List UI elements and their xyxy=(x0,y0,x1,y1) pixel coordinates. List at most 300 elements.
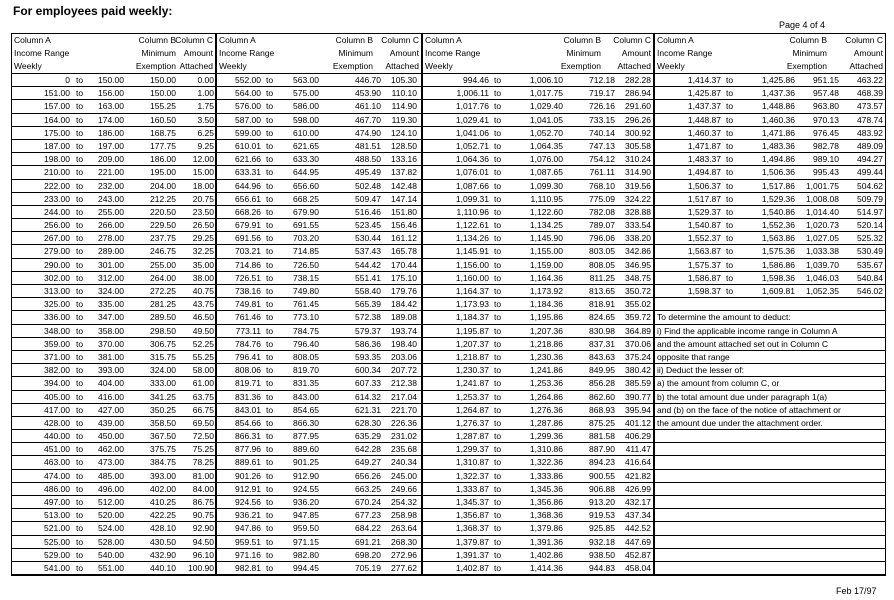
minimum-exemption: 432.90 xyxy=(150,549,176,560)
range-from: 971.16 xyxy=(235,549,261,560)
table-row xyxy=(12,311,215,324)
minimum-exemption: 446.70 xyxy=(355,75,381,85)
range-from: 1,368.37 xyxy=(455,523,489,534)
table-row xyxy=(12,470,215,483)
range-from: 679.91 xyxy=(235,220,261,231)
range-to-label: to xyxy=(266,312,274,323)
table-row xyxy=(12,87,215,100)
range-from: 157.00 xyxy=(44,101,70,112)
table-row xyxy=(12,259,215,272)
minimum-exemption: 474.90 xyxy=(355,127,381,138)
header-column-c: Attached xyxy=(179,61,213,71)
range-from: 348.00 xyxy=(44,325,70,336)
amount-attached: 0.00 xyxy=(197,75,214,85)
amount-attached: 78.25 xyxy=(192,457,214,468)
table-row xyxy=(12,522,215,535)
minimum-exemption: 1,014.40 xyxy=(805,206,839,217)
minimum-exemption: 768.10 xyxy=(589,180,615,191)
table-row xyxy=(655,232,885,245)
range-to-label: to xyxy=(76,338,84,349)
range-to-label: to xyxy=(76,536,84,547)
range-to-label: to xyxy=(494,470,502,481)
range-from: 773.11 xyxy=(235,325,261,336)
range-to-label: to xyxy=(76,510,84,521)
range-to: 586.00 xyxy=(293,101,319,112)
range-to-label: to xyxy=(76,75,84,85)
instruction-line: the amount due under the attachment order. xyxy=(655,417,885,430)
instruction-line xyxy=(655,430,885,443)
minimum-exemption: 698.20 xyxy=(355,549,381,560)
range-from: 1,184.37 xyxy=(455,312,489,323)
table-row xyxy=(655,74,885,87)
amount-attached: 94.50 xyxy=(192,536,214,547)
table-row xyxy=(423,483,653,496)
minimum-exemption: 754.12 xyxy=(589,154,615,165)
instruction-line xyxy=(655,536,885,549)
minimum-exemption: 824.65 xyxy=(589,312,615,323)
range-to-label: to xyxy=(494,220,502,231)
table-row xyxy=(217,496,421,509)
range-from: 302.00 xyxy=(44,272,70,283)
amount-attached: 300.92 xyxy=(625,127,651,138)
minimum-exemption: 868.93 xyxy=(589,404,615,415)
header-column-c: Attached xyxy=(385,61,419,71)
range-to: 1,310.86 xyxy=(529,444,563,455)
table-row xyxy=(217,391,421,404)
table-row xyxy=(12,509,215,522)
range-to: 1,299.36 xyxy=(529,431,563,442)
range-to-label: to xyxy=(76,431,84,442)
range-to-label: to xyxy=(494,101,502,112)
table-row xyxy=(423,87,653,100)
range-to-label: to xyxy=(266,338,274,349)
range-to-label: to xyxy=(494,431,502,442)
table-row xyxy=(655,166,885,179)
range-to: 773.10 xyxy=(293,312,319,323)
range-to-label: to xyxy=(494,154,502,165)
header-column-b: Column B xyxy=(789,35,827,45)
amount-attached: 9.25 xyxy=(197,140,214,151)
table-row xyxy=(423,536,653,549)
table-block-2 xyxy=(216,33,422,576)
amount-attached: 3.50 xyxy=(197,114,214,125)
range-to: 598.00 xyxy=(293,114,319,125)
range-to: 971.15 xyxy=(293,536,319,547)
header-column-b: Exemption xyxy=(135,61,176,71)
amount-attached: 18.00 xyxy=(192,180,214,191)
amount-attached: 447.69 xyxy=(625,536,651,547)
amount-attached: 421.82 xyxy=(625,470,651,481)
amount-attached: 463.22 xyxy=(857,75,883,85)
table-row xyxy=(217,74,421,87)
range-to-label: to xyxy=(266,114,274,125)
table-row xyxy=(423,219,653,232)
range-to-label: to xyxy=(726,272,734,283)
minimum-exemption: 516.46 xyxy=(355,206,381,217)
amount-attached: 530.49 xyxy=(857,246,883,257)
amount-attached: 483.92 xyxy=(857,127,883,138)
range-to-label: to xyxy=(494,206,502,217)
range-to-label: to xyxy=(494,351,502,362)
amount-attached: 452.87 xyxy=(625,549,651,560)
minimum-exemption: 298.50 xyxy=(150,325,176,336)
table-row xyxy=(217,232,421,245)
amount-attached: 170.44 xyxy=(391,259,417,270)
header-column-a: Column A xyxy=(14,35,51,45)
table-row xyxy=(12,483,215,496)
minimum-exemption: 453.90 xyxy=(355,88,381,99)
range-to: 912.90 xyxy=(293,470,319,481)
header-column-a: Column A xyxy=(425,35,462,45)
amount-attached: 338.20 xyxy=(625,233,651,244)
amount-attached: 189.08 xyxy=(391,312,417,323)
range-to-label: to xyxy=(266,220,274,231)
range-to-label: to xyxy=(266,378,274,389)
range-from: 290.00 xyxy=(44,259,70,270)
range-from: 1,160.00 xyxy=(455,272,489,283)
range-from: 428.00 xyxy=(44,417,70,428)
minimum-exemption: 461.10 xyxy=(355,101,381,112)
range-to: 1,506.36 xyxy=(761,167,795,178)
range-from: 359.00 xyxy=(44,338,70,349)
range-to: 679.90 xyxy=(293,206,319,217)
range-to: 301.00 xyxy=(98,259,124,270)
range-to: 255.00 xyxy=(98,206,124,217)
amount-attached: 23.50 xyxy=(192,206,214,217)
range-to: 1,253.36 xyxy=(529,378,563,389)
range-to: 1,207.36 xyxy=(529,325,563,336)
range-to: 796.40 xyxy=(293,338,319,349)
table-row xyxy=(217,272,421,285)
range-from: 599.00 xyxy=(235,127,261,138)
range-to-label: to xyxy=(726,180,734,191)
header-column-c: Attached xyxy=(617,61,651,71)
table-row xyxy=(423,100,653,113)
range-to: 150.00 xyxy=(98,75,124,85)
minimum-exemption: 195.00 xyxy=(150,167,176,178)
range-from: 279.00 xyxy=(44,246,70,257)
range-to: 819.70 xyxy=(293,365,319,376)
range-to: 1,173.92 xyxy=(529,286,563,296)
minimum-exemption: 887.90 xyxy=(589,444,615,455)
range-from: 854.66 xyxy=(235,417,261,428)
range-from: 1,494.87 xyxy=(687,167,721,178)
amount-attached: 231.02 xyxy=(391,431,417,442)
table-row xyxy=(423,153,653,166)
range-from: 1,253.37 xyxy=(455,391,489,402)
range-from: 1,145.91 xyxy=(455,246,489,257)
range-to: 1,586.86 xyxy=(761,259,795,270)
minimum-exemption: 740.14 xyxy=(589,127,615,138)
table-row xyxy=(655,87,885,100)
amount-attached: 12.00 xyxy=(192,154,214,165)
amount-attached: 151.80 xyxy=(391,206,417,217)
minimum-exemption: 509.47 xyxy=(355,193,381,204)
range-to-label: to xyxy=(494,523,502,534)
table-row xyxy=(12,74,215,87)
amount-attached: 240.34 xyxy=(391,457,417,468)
minimum-exemption: 1,039.70 xyxy=(805,259,839,270)
table-row xyxy=(12,140,215,153)
range-to: 1,322.36 xyxy=(529,457,563,468)
minimum-exemption: 649.27 xyxy=(355,457,381,468)
range-to-label: to xyxy=(76,404,84,415)
range-to-label: to xyxy=(76,325,84,336)
amount-attached: 226.36 xyxy=(391,417,417,428)
range-to: 1,276.36 xyxy=(529,404,563,415)
range-to: 512.00 xyxy=(98,497,124,507)
range-from: 656.61 xyxy=(235,193,261,204)
minimum-exemption: 186.00 xyxy=(150,154,176,165)
range-to: 1,041.05 xyxy=(529,114,563,125)
amount-attached: 468.39 xyxy=(857,88,883,99)
range-to: 1,145.90 xyxy=(529,233,563,244)
range-to: 209.00 xyxy=(98,154,124,165)
amount-attached: 58.00 xyxy=(192,365,214,376)
minimum-exemption: 572.38 xyxy=(355,312,381,323)
range-from: 256.00 xyxy=(44,220,70,231)
minimum-exemption: 963.80 xyxy=(813,101,839,112)
range-to-label: to xyxy=(726,193,734,204)
minimum-exemption: 315.75 xyxy=(150,351,176,362)
header-column-c: Amount xyxy=(621,48,651,58)
range-to-label: to xyxy=(726,259,734,270)
range-from: 222.00 xyxy=(44,180,70,191)
minimum-exemption: 1,052.35 xyxy=(805,286,839,296)
table-row xyxy=(217,180,421,193)
table-row xyxy=(217,456,421,469)
minimum-exemption: 384.75 xyxy=(150,457,176,468)
amount-attached: 514.97 xyxy=(857,206,883,217)
range-to-label: to xyxy=(266,351,274,362)
table-block-1 xyxy=(11,33,216,576)
table-row xyxy=(12,391,215,404)
range-to-label: to xyxy=(266,562,274,573)
table-row xyxy=(655,206,885,219)
range-to: 1,195.86 xyxy=(529,312,563,323)
amount-attached: 179.76 xyxy=(391,286,417,296)
range-from: 1,517.87 xyxy=(687,193,721,204)
table-row xyxy=(217,509,421,522)
range-to-label: to xyxy=(76,351,84,362)
range-to: 1,064.35 xyxy=(529,140,563,151)
range-to-label: to xyxy=(266,365,274,376)
range-to: 668.25 xyxy=(293,193,319,204)
range-to-label: to xyxy=(266,417,274,428)
range-to: 1,356.86 xyxy=(529,497,563,507)
range-from: 1,099.31 xyxy=(455,193,489,204)
table-row xyxy=(217,219,421,232)
range-to-label: to xyxy=(494,140,502,151)
range-to: 174.00 xyxy=(98,114,124,125)
range-from: 325.00 xyxy=(44,299,70,310)
range-to: 749.80 xyxy=(293,286,319,296)
range-to-label: to xyxy=(76,193,84,204)
header-column-b: Exemption xyxy=(560,61,601,71)
range-to-label: to xyxy=(266,127,274,138)
page-number: Page 4 of 4 xyxy=(779,20,826,30)
minimum-exemption: 881.58 xyxy=(589,431,615,442)
table-row xyxy=(655,272,885,285)
amount-attached: 114.90 xyxy=(391,101,417,112)
table-row xyxy=(423,272,653,285)
range-from: 1,529.37 xyxy=(687,206,721,217)
range-to: 1,345.36 xyxy=(529,483,563,494)
minimum-exemption: 306.75 xyxy=(150,338,176,349)
minimum-exemption: 467.70 xyxy=(355,114,381,125)
amount-attached: 61.00 xyxy=(192,378,214,389)
range-to-label: to xyxy=(494,549,502,560)
minimum-exemption: 324.00 xyxy=(150,365,176,376)
range-from: 244.00 xyxy=(44,206,70,217)
minimum-exemption: 782.08 xyxy=(589,206,615,217)
minimum-exemption: 656.26 xyxy=(355,470,381,481)
range-to-label: to xyxy=(266,140,274,151)
minimum-exemption: 894.23 xyxy=(589,457,615,468)
range-to-label: to xyxy=(726,233,734,244)
amount-attached: 380.42 xyxy=(625,365,651,376)
header-column-b: Column B xyxy=(563,35,601,45)
amount-attached: 156.46 xyxy=(391,220,417,231)
range-to-label: to xyxy=(266,457,274,468)
table-row xyxy=(217,114,421,127)
table-row xyxy=(12,114,215,127)
range-to-label: to xyxy=(726,154,734,165)
range-from: 529.00 xyxy=(44,549,70,560)
amount-attached: 38.00 xyxy=(192,272,214,283)
minimum-exemption: 220.50 xyxy=(150,206,176,217)
amount-attached: 535.67 xyxy=(857,259,883,270)
range-to: 243.00 xyxy=(98,193,124,204)
range-from: 541.00 xyxy=(44,562,70,573)
amount-attached: 175.10 xyxy=(391,272,417,283)
amount-attached: 504.62 xyxy=(857,180,883,191)
amount-attached: 133.16 xyxy=(391,154,417,165)
minimum-exemption: 1,001.75 xyxy=(805,180,839,191)
range-from: 1,414.37 xyxy=(687,75,721,85)
range-from: 0 xyxy=(65,75,70,85)
instruction-line xyxy=(655,443,885,456)
range-from: 819.71 xyxy=(235,378,261,389)
range-from: 1,264.87 xyxy=(455,404,489,415)
minimum-exemption: 803.05 xyxy=(589,246,615,257)
amount-attached: 84.00 xyxy=(192,483,214,494)
range-to-label: to xyxy=(76,140,84,151)
range-to-label: to xyxy=(266,101,274,112)
amount-attached: 15.00 xyxy=(192,167,214,178)
table-row xyxy=(12,193,215,206)
range-to: 877.95 xyxy=(293,431,319,442)
instruction-line xyxy=(655,496,885,509)
range-from: 877.96 xyxy=(235,444,261,455)
table-row xyxy=(217,522,421,535)
range-to-label: to xyxy=(266,497,274,507)
range-from: 552.00 xyxy=(235,75,261,85)
range-to: 347.00 xyxy=(98,312,124,323)
minimum-exemption: 982.78 xyxy=(813,140,839,151)
amount-attached: 46.50 xyxy=(192,312,214,323)
table-row xyxy=(423,391,653,404)
amount-attached: 142.48 xyxy=(391,180,417,191)
range-to-label: to xyxy=(494,457,502,468)
amount-attached: 520.14 xyxy=(857,220,883,231)
range-to: 221.00 xyxy=(98,167,124,178)
minimum-exemption: 150.00 xyxy=(150,75,176,85)
range-from: 394.00 xyxy=(44,378,70,389)
range-to-label: to xyxy=(494,444,502,455)
range-to-label: to xyxy=(76,549,84,560)
minimum-exemption: 155.25 xyxy=(150,101,176,112)
range-to: 889.60 xyxy=(293,444,319,455)
range-from: 831.36 xyxy=(235,391,261,402)
range-to-label: to xyxy=(266,483,274,494)
range-from: 982.81 xyxy=(235,562,261,573)
range-from: 703.21 xyxy=(235,246,261,257)
range-to: 370.00 xyxy=(98,338,124,349)
range-to-label: to xyxy=(266,167,274,178)
range-to: 854.65 xyxy=(293,404,319,415)
range-from: 1,064.36 xyxy=(455,154,489,165)
range-to-label: to xyxy=(494,391,502,402)
range-to-label: to xyxy=(266,404,274,415)
range-to-label: to xyxy=(494,562,502,573)
amount-attached: 212.38 xyxy=(391,378,417,389)
amount-attached: 314.90 xyxy=(625,167,651,178)
range-to: 784.75 xyxy=(293,325,319,336)
table-row xyxy=(12,166,215,179)
minimum-exemption: 642.28 xyxy=(355,444,381,455)
range-to-label: to xyxy=(726,286,734,296)
range-from: 1,299.37 xyxy=(455,444,489,455)
table-row xyxy=(423,311,653,324)
minimum-exemption: 635.29 xyxy=(355,431,381,442)
amount-attached: 258.98 xyxy=(391,510,417,521)
range-to: 1,529.36 xyxy=(761,193,795,204)
table-row xyxy=(423,259,653,272)
range-from: 1,586.87 xyxy=(687,272,721,283)
minimum-exemption: 150.00 xyxy=(150,88,176,99)
amount-attached: 390.77 xyxy=(625,391,651,402)
range-to: 808.05 xyxy=(293,351,319,362)
minimum-exemption: 719.17 xyxy=(589,88,615,99)
minimum-exemption: 705.19 xyxy=(355,562,381,573)
range-to: 1,598.36 xyxy=(761,272,795,283)
range-to: 540.00 xyxy=(98,549,124,560)
range-from: 644.96 xyxy=(235,180,261,191)
table-row xyxy=(217,193,421,206)
range-to: 1,155.00 xyxy=(529,246,563,257)
range-to-label: to xyxy=(494,510,502,521)
range-to-label: to xyxy=(494,325,502,336)
amount-attached: 26.50 xyxy=(192,220,214,231)
range-to: 644.95 xyxy=(293,167,319,178)
table-row xyxy=(12,219,215,232)
table-row xyxy=(423,430,653,443)
range-to: 1,448.86 xyxy=(761,101,795,112)
table-row xyxy=(423,325,653,338)
range-to-label: to xyxy=(76,259,84,270)
minimum-exemption: 957.48 xyxy=(813,88,839,99)
minimum-exemption: 530.44 xyxy=(355,233,381,244)
minimum-exemption: 813.65 xyxy=(589,286,615,296)
minimum-exemption: 621.31 xyxy=(355,404,381,415)
range-from: 1,134.26 xyxy=(455,233,489,244)
range-from: 610.01 xyxy=(235,140,261,151)
table-row xyxy=(217,140,421,153)
amount-attached: 489.09 xyxy=(857,140,883,151)
amount-attached: 40.75 xyxy=(192,286,214,296)
table-row xyxy=(655,285,885,298)
